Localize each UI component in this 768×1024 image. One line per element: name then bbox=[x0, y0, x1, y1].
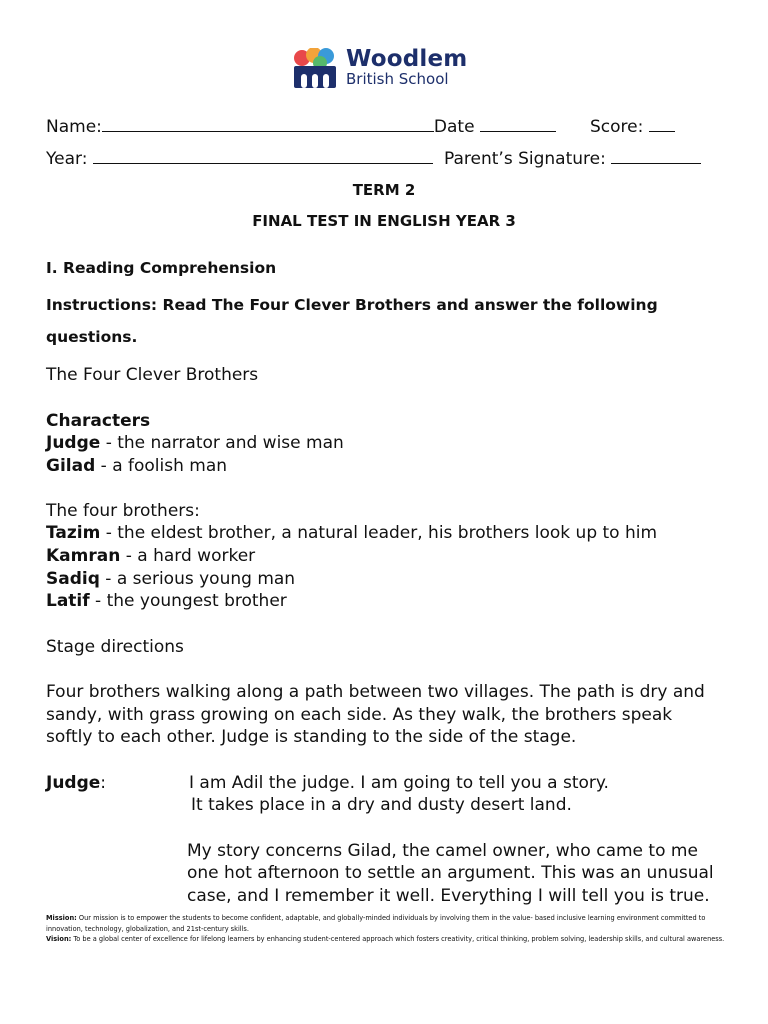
instructions-line-2: questions. bbox=[46, 328, 138, 346]
year-label: Year: bbox=[46, 149, 88, 169]
date-label: Date bbox=[433, 117, 475, 137]
dialogue-line: one hot afternoon to settle an argument. This was an unusual bbox=[187, 863, 714, 883]
date-blank[interactable] bbox=[480, 117, 556, 132]
school-name: Woodlem bbox=[346, 46, 468, 72]
dialogue-line: My story concerns Gilad, the camel owner, who came to me bbox=[187, 841, 698, 861]
speaker-name: Judge bbox=[46, 773, 101, 793]
brother-name: Sadiq bbox=[46, 569, 100, 589]
parent-signature-label: Parent’s Signature: bbox=[444, 149, 606, 169]
dialogue-line: I am Adil the judge. I am going to tell you a story. bbox=[189, 773, 609, 793]
brother-name: Latif bbox=[46, 591, 90, 611]
brother-tazim bbox=[46, 523, 657, 543]
brother-kamran bbox=[46, 546, 255, 566]
score-blank[interactable] bbox=[649, 117, 675, 132]
brother-desc: - a serious young man bbox=[99, 569, 296, 589]
footer-mission-vision bbox=[46, 913, 731, 945]
vision-text: To be a global center of excellence for lifelong learners by enhancing student-centered approach which fosters creativity, critical thinking, problem solving, leadership skills, and cultural awareness. bbox=[71, 935, 725, 943]
vision-statement bbox=[46, 934, 731, 945]
mission-label: Mission: bbox=[46, 914, 77, 922]
character-judge bbox=[46, 433, 344, 453]
dialogue-line: case, and I remember it well. Everything I will tell you is true. bbox=[187, 886, 710, 906]
parent-signature-blank[interactable] bbox=[611, 149, 701, 164]
parent-signature-field bbox=[444, 149, 701, 169]
section-heading: I. Reading Comprehension bbox=[46, 259, 277, 277]
instructions-line-1: Instructions: Read The Four Clever Brothers and answer the following bbox=[46, 296, 658, 314]
speaker-colon: : bbox=[100, 773, 107, 793]
stage-line: softly to each other. Judge is standing to the side of the stage. bbox=[46, 727, 577, 747]
vision-label: Vision: bbox=[46, 935, 72, 943]
test-title: FINAL TEST IN ENGLISH YEAR 3 bbox=[252, 212, 516, 230]
mission-text: Our mission is to empower the students to become confident, adaptable, and globally-minded individuals by involving them in the value- based inclusive learning environment committed to innovation, technology, globalization, and 21st-century skills. bbox=[46, 914, 706, 933]
brothers-heading: The four brothers: bbox=[46, 501, 200, 521]
dialogue-line: It takes place in a dry and dusty desert land. bbox=[191, 795, 572, 815]
name-field bbox=[46, 117, 556, 137]
year-blank[interactable] bbox=[93, 149, 433, 164]
character-name: Judge bbox=[46, 433, 101, 453]
character-desc: - a foolish man bbox=[95, 456, 228, 476]
brother-name: Tazim bbox=[46, 523, 101, 543]
year-field bbox=[46, 149, 433, 169]
character-desc: - the narrator and wise man bbox=[100, 433, 344, 453]
brother-name: Kamran bbox=[46, 546, 121, 566]
characters-heading: Characters bbox=[46, 411, 151, 431]
school-crest-icon bbox=[292, 48, 342, 94]
score-label: Score: bbox=[590, 117, 644, 137]
term-heading: TERM 2 bbox=[352, 181, 416, 199]
score-field bbox=[590, 117, 675, 137]
brother-desc: - the youngest brother bbox=[89, 591, 287, 611]
speaker-judge bbox=[46, 773, 106, 793]
stage-line: Four brothers walking along a path between two villages. The path is dry and bbox=[46, 682, 705, 702]
school-logo bbox=[292, 46, 502, 94]
stage-heading: Stage directions bbox=[46, 637, 184, 657]
brother-latif bbox=[46, 591, 287, 611]
character-name: Gilad bbox=[46, 456, 96, 476]
brother-sadiq bbox=[46, 569, 295, 589]
mission-statement bbox=[46, 913, 731, 934]
brother-desc: - the eldest brother, a natural leader, his brothers look up to him bbox=[100, 523, 658, 543]
story-title: The Four Clever Brothers bbox=[46, 365, 259, 385]
character-gilad bbox=[46, 456, 227, 476]
brother-desc: - a hard worker bbox=[120, 546, 256, 566]
school-subtitle: British School bbox=[346, 70, 449, 88]
name-blank[interactable] bbox=[102, 117, 434, 132]
stage-line: sandy, with grass growing on each side. As they walk, the brothers speak bbox=[46, 705, 673, 725]
name-label: Name: bbox=[46, 117, 102, 137]
